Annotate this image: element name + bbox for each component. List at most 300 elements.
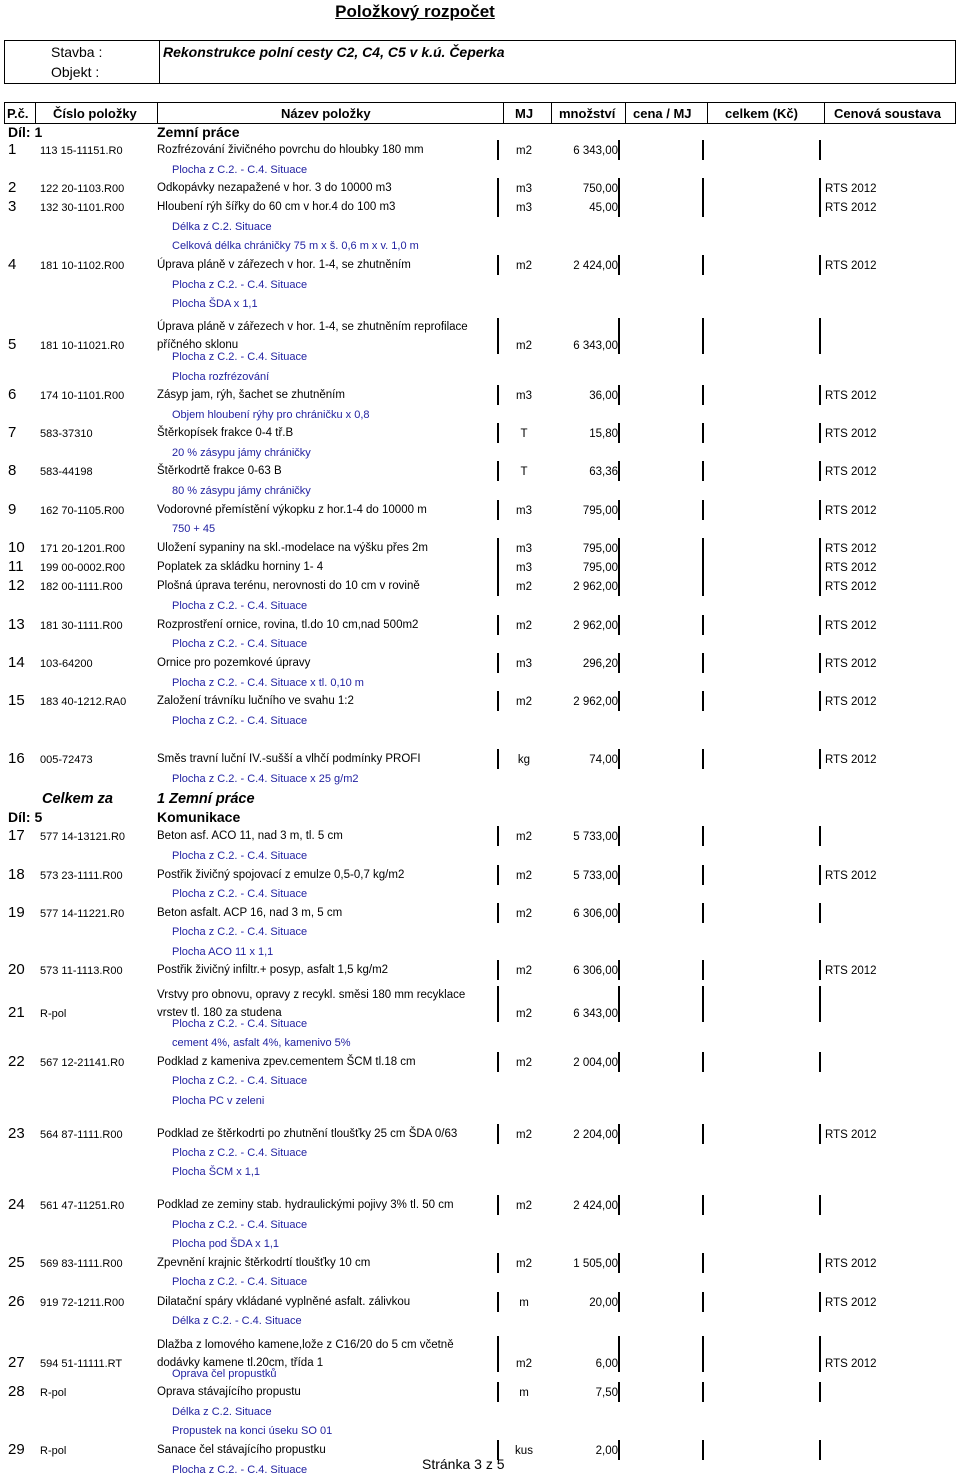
- item-note: Plocha ŠCM x 1,1: [172, 1166, 261, 1178]
- cell-divider: [618, 960, 620, 980]
- cell-divider: [618, 197, 620, 217]
- cell-divider: [497, 960, 499, 980]
- cell-divider: [618, 986, 620, 1022]
- item-name: Dilatační spáry vkládané vyplněné asfalt. zálivkou: [157, 1296, 411, 1308]
- item-quantity: 795,00: [582, 562, 618, 574]
- item-name: Podklad z kameniva zpev.cementem ŠCM tl.18 cm: [157, 1056, 416, 1068]
- cell-divider: [819, 1292, 821, 1312]
- cell-divider: [497, 576, 499, 596]
- cell-divider: [819, 691, 821, 711]
- item-note: Plocha z C.2. - C.4. Situace: [172, 279, 308, 291]
- item-code: 577 14-11221.R0: [40, 908, 125, 920]
- cell-divider: [497, 1292, 499, 1312]
- item-quantity: 795,00: [582, 543, 618, 555]
- item-number: 14: [8, 654, 25, 671]
- cell-divider: [618, 557, 620, 577]
- item-quantity: 63,36: [589, 466, 618, 478]
- item-code: 174 10-1101.R00: [40, 390, 125, 402]
- item-code: R-pol: [40, 1445, 67, 1457]
- division-name: Komunikace: [157, 809, 241, 825]
- cell-divider: [819, 1440, 821, 1460]
- item-price-source: RTS 2012: [825, 965, 877, 977]
- cell-divider: [702, 255, 704, 275]
- cell-divider: [618, 1052, 620, 1072]
- cell-divider: [618, 1440, 620, 1460]
- item-name: Štěrkodrtě frakce 0-63 B: [157, 465, 282, 477]
- cell-divider: [497, 1124, 499, 1144]
- item-price-source: RTS 2012: [825, 202, 877, 214]
- cell-divider: [702, 691, 704, 711]
- cell-divider: [819, 178, 821, 198]
- item-quantity: 2 962,00: [573, 696, 618, 708]
- item-number: 10: [8, 539, 25, 556]
- item-code: 567 12-21141.R0: [40, 1057, 125, 1069]
- item-name: Rozprostření ornice, rovina, tl.do 10 cm,nad 500m2: [157, 619, 419, 631]
- cell-divider: [702, 903, 704, 923]
- item-unit: m: [519, 1387, 529, 1399]
- item-note: Plocha rozfrézování: [172, 371, 270, 383]
- item-note: 80 % zásypu jámy chráničky: [172, 485, 311, 497]
- cell-divider: [819, 1382, 821, 1402]
- item-note: Celková délka chráničky 75 m x š. 0,6 m x v. 1,0 m: [172, 240, 419, 252]
- item-quantity: 6 343,00: [573, 1008, 618, 1020]
- cell-divider: [618, 318, 620, 354]
- cell-divider: [702, 986, 704, 1022]
- item-number: 24: [8, 1196, 25, 1213]
- item-price-source: RTS 2012: [825, 1358, 877, 1370]
- cell-divider: [819, 1124, 821, 1144]
- cell-divider: [702, 615, 704, 635]
- cell-divider: [497, 255, 499, 275]
- cell-divider: [819, 576, 821, 596]
- cell-divider: [497, 423, 499, 443]
- item-name: Poplatek za skládku horniny 1- 4: [157, 561, 324, 573]
- item-unit: m3: [516, 202, 532, 214]
- item-number: 17: [8, 827, 25, 844]
- celkem-value: 1 Zemní práce: [157, 791, 255, 807]
- item-price-source: RTS 2012: [825, 1258, 877, 1270]
- cell-divider: [618, 1253, 620, 1273]
- item-quantity: 795,00: [582, 505, 618, 517]
- header-divider: [159, 41, 160, 83]
- item-number: 27: [8, 1354, 25, 1371]
- item-number: 29: [8, 1441, 25, 1458]
- item-quantity: 2 204,00: [573, 1129, 618, 1141]
- item-quantity: 45,00: [589, 202, 618, 214]
- col-total: celkem (Kč): [725, 106, 798, 121]
- item-unit: T: [520, 428, 528, 440]
- item-name: Plošná úprava terénu, nerovnosti do 10 cm v rovině: [157, 580, 420, 592]
- item-price-source: RTS 2012: [825, 562, 877, 574]
- item-quantity: 5 733,00: [573, 870, 618, 882]
- item-note: Plocha ACO 11 x 1,1: [172, 946, 274, 958]
- col-name: Název položky: [281, 106, 371, 121]
- item-name: Založení trávníku lučního ve svahu 1:2: [157, 695, 354, 707]
- cell-divider: [497, 653, 499, 673]
- item-note: Plocha z C.2. - C.4. Situace: [172, 926, 308, 938]
- item-name: Uložení sypaniny na skl.-modelace na výšku přes 2m: [157, 542, 429, 554]
- item-note: Plocha z C.2. - C.4. Situace: [172, 1276, 308, 1288]
- item-code: 122 20-1103.R00: [40, 183, 125, 195]
- item-name: Ornice pro pozemkové úpravy: [157, 657, 311, 669]
- item-unit: m2: [516, 696, 532, 708]
- item-note: Plocha PC v zeleni: [172, 1095, 265, 1107]
- item-price-source: RTS 2012: [825, 696, 877, 708]
- item-note: Plocha z C.2. - C.4. Situace: [172, 351, 308, 363]
- objekt-label: Objekt :: [51, 64, 100, 80]
- cell-divider: [702, 178, 704, 198]
- cell-divider: [819, 538, 821, 558]
- cell-divider: [819, 197, 821, 217]
- cell-divider: [618, 1336, 620, 1372]
- item-note: Plocha z C.2. - C.4. Situace: [172, 1075, 308, 1087]
- item-number: 8: [8, 462, 17, 479]
- item-name: Odkopávky nezapažené v hor. 3 do 10000 m3: [157, 182, 392, 194]
- cell-divider: [618, 1382, 620, 1402]
- item-note: Plocha z C.2. - C.4. Situace: [172, 888, 308, 900]
- item-code: 113 15-11151.R0: [40, 145, 123, 157]
- item-note: Délka z C.2. - C.4. Situace: [172, 1315, 302, 1327]
- item-unit: m2: [516, 908, 532, 920]
- item-name: Postřik živičný spojovací z emulze 0,5-0,7 kg/m2: [157, 869, 405, 881]
- item-unit: m3: [516, 658, 532, 670]
- cell-divider: [497, 461, 499, 481]
- cell-divider: [819, 385, 821, 405]
- item-name-line2: příčného sklonu: [157, 339, 239, 351]
- cell-divider: [819, 960, 821, 980]
- item-number: 15: [8, 692, 25, 709]
- item-number: 25: [8, 1254, 25, 1271]
- item-name: Zpevnění krajnic štěrkodrtí tloušťky 10 cm: [157, 1257, 371, 1269]
- item-note: Plocha pod ŠDA x 1,1: [172, 1238, 280, 1250]
- item-code: R-pol: [40, 1008, 67, 1020]
- col-mj: MJ: [515, 106, 534, 121]
- item-price-source: RTS 2012: [825, 183, 877, 195]
- item-code: 162 70-1105.R00: [40, 505, 125, 517]
- cell-divider: [497, 1195, 499, 1215]
- item-unit: m2: [516, 581, 532, 593]
- cell-divider: [618, 1124, 620, 1144]
- item-code: 103-64200: [40, 658, 93, 670]
- cell-divider: [819, 749, 821, 769]
- cell-divider: [702, 500, 704, 520]
- item-note: 750 + 45: [172, 523, 216, 535]
- cell-divider: [497, 749, 499, 769]
- item-number: 23: [8, 1125, 25, 1142]
- item-note: Oprava čel propustků: [172, 1368, 277, 1380]
- col-qty: množství: [559, 106, 616, 121]
- item-quantity: 2 962,00: [573, 581, 618, 593]
- item-number: 28: [8, 1383, 25, 1400]
- item-number: 26: [8, 1293, 25, 1310]
- item-quantity: 6 306,00: [573, 908, 618, 920]
- item-name: Zásyp jam, rýh, šachet se zhutněním: [157, 389, 345, 401]
- cell-divider: [702, 385, 704, 405]
- item-unit: m2: [516, 965, 532, 977]
- item-unit: m3: [516, 505, 532, 517]
- item-price-source: RTS 2012: [825, 390, 877, 402]
- col-price: cena / MJ: [633, 106, 692, 121]
- item-code: 182 00-1111.R00: [40, 581, 123, 593]
- stavba-value: Rekonstrukce polní cesty C2, C4, C5 v k.ú. Čeperka: [163, 44, 505, 60]
- cell-divider: [819, 255, 821, 275]
- item-price-source: RTS 2012: [825, 620, 877, 632]
- item-unit: m2: [516, 831, 532, 843]
- item-unit: m3: [516, 390, 532, 402]
- item-number: 3: [8, 198, 17, 215]
- item-code: 183 40-1212.RA0: [40, 696, 127, 708]
- item-name: Úprava pláně v zářezech v hor. 1-4, se zhutněním: [157, 259, 411, 271]
- item-code: 561 47-11251.R0: [40, 1200, 125, 1212]
- item-number: 2: [8, 179, 17, 196]
- cell-divider: [819, 826, 821, 846]
- item-name: Podklad ze zeminy stab. hydraulickými pojivy 3% tl. 50 cm: [157, 1199, 454, 1211]
- item-quantity: 15,80: [589, 428, 618, 440]
- item-price-source: RTS 2012: [825, 428, 877, 440]
- cell-divider: [702, 461, 704, 481]
- cell-divider: [497, 197, 499, 217]
- cell-divider: [702, 865, 704, 885]
- division-name: Zemní práce: [157, 124, 240, 140]
- cell-divider: [497, 318, 499, 354]
- item-name: Oprava stávajícího propustu: [157, 1386, 301, 1398]
- division-label: Díl: 5: [8, 809, 43, 825]
- item-name: Postřik živičný infiltr.+ posyp, asfalt 1,5 kg/m2: [157, 964, 389, 976]
- cell-divider: [618, 500, 620, 520]
- item-number: 22: [8, 1053, 25, 1070]
- cell-divider: [702, 1440, 704, 1460]
- item-unit: m: [519, 1297, 529, 1309]
- item-price-source: RTS 2012: [825, 754, 877, 766]
- item-number: 11: [8, 558, 24, 575]
- item-code: 577 14-13121.R0: [40, 831, 126, 843]
- item-note: Plocha z C.2. - C.4. Situace: [172, 850, 308, 862]
- cell-divider: [702, 1253, 704, 1273]
- item-name: Sanace čel stávajícího propustku: [157, 1444, 326, 1456]
- cell-divider: [819, 423, 821, 443]
- item-name: Štěrkopísek frakce 0-4 tř.B: [157, 427, 294, 439]
- item-number: 7: [8, 424, 17, 441]
- item-quantity: 20,00: [589, 1297, 618, 1309]
- item-number: 1: [8, 141, 17, 158]
- cell-divider: [497, 557, 499, 577]
- item-note: Plocha z C.2. - C.4. Situace: [172, 1018, 308, 1030]
- cell-divider: [497, 826, 499, 846]
- cell-divider: [819, 1253, 821, 1273]
- cell-divider: [618, 691, 620, 711]
- cell-divider: [497, 986, 499, 1022]
- cell-divider: [618, 140, 620, 160]
- item-name: Směs travní luční IV.-sušší a vlhčí podmínky PROFI: [157, 753, 421, 765]
- item-price-source: RTS 2012: [825, 658, 877, 670]
- item-quantity: 2,00: [595, 1445, 618, 1457]
- item-price-source: RTS 2012: [825, 581, 877, 593]
- item-price-source: RTS 2012: [825, 1129, 877, 1141]
- cell-divider: [497, 178, 499, 198]
- cell-divider: [702, 1382, 704, 1402]
- item-unit: m2: [516, 620, 532, 632]
- item-code: 199 00-0002.R00: [40, 562, 126, 574]
- item-quantity: 2 424,00: [573, 1200, 618, 1212]
- item-name: Rozfrézování živičného povrchu do hloubky 180 mm: [157, 144, 424, 156]
- cell-divider: [497, 500, 499, 520]
- cell-divider: [702, 1336, 704, 1372]
- cell-divider: [497, 1253, 499, 1273]
- item-unit: m2: [516, 1200, 532, 1212]
- cell-divider: [702, 538, 704, 558]
- cell-divider: [702, 318, 704, 354]
- cell-divider: [618, 461, 620, 481]
- cell-divider: [618, 1195, 620, 1215]
- item-unit: m2: [516, 870, 532, 882]
- item-unit: kg: [517, 754, 531, 766]
- cell-divider: [819, 1195, 821, 1215]
- cell-divider: [702, 749, 704, 769]
- item-unit: m2: [516, 340, 532, 352]
- item-name: Vrstvy pro obnovu, opravy z recykl. směsi 180 mm recyklace: [157, 989, 466, 1001]
- cell-divider: [497, 140, 499, 160]
- item-code: 181 30-1111.R00: [40, 620, 123, 632]
- item-quantity: 36,00: [589, 390, 618, 402]
- item-code: 005-72473: [40, 754, 93, 766]
- item-note: Délka z C.2. Situace: [172, 1406, 272, 1418]
- cell-divider: [618, 538, 620, 558]
- item-name: Vodorovné přemístění výkopku z hor.1-4 do 10000 m: [157, 504, 427, 516]
- cell-divider: [702, 960, 704, 980]
- stavba-label: Stavba :: [51, 44, 103, 60]
- item-unit: m3: [516, 183, 532, 195]
- item-unit: m3: [516, 562, 532, 574]
- page-number: Stránka 3 z 5: [422, 1456, 505, 1472]
- item-code: 583-44198: [40, 466, 93, 478]
- cell-divider: [819, 865, 821, 885]
- item-unit: m3: [516, 543, 532, 555]
- item-code: 171 20-1201.R00: [40, 543, 126, 555]
- cell-divider: [819, 557, 821, 577]
- cell-divider: [702, 826, 704, 846]
- cell-divider: [618, 653, 620, 673]
- item-note: Plocha z C.2. - C.4. Situace x tl. 0,10 m: [172, 677, 364, 689]
- cell-divider: [618, 749, 620, 769]
- cell-divider: [819, 615, 821, 635]
- item-unit: m2: [516, 1358, 532, 1370]
- cell-divider: [819, 461, 821, 481]
- item-price-source: RTS 2012: [825, 505, 877, 517]
- cell-divider: [819, 1052, 821, 1072]
- cell-divider: [819, 140, 821, 160]
- cell-divider: [702, 1292, 704, 1312]
- item-quantity: 74,00: [589, 754, 618, 766]
- item-quantity: 7,50: [595, 1387, 618, 1399]
- item-unit: m2: [516, 1129, 532, 1141]
- celkem-label: Celkem za: [42, 791, 113, 807]
- page-title: Položkový rozpočet: [335, 2, 495, 21]
- cell-divider: [819, 318, 821, 354]
- item-quantity: 2 424,00: [573, 260, 618, 272]
- item-note: 20 % zásypu jámy chráničky: [172, 447, 311, 459]
- item-number: 5: [8, 336, 17, 353]
- item-price-source: RTS 2012: [825, 260, 877, 272]
- item-quantity: 1 505,00: [573, 1258, 618, 1270]
- cell-divider: [702, 197, 704, 217]
- division-label: Díl: 1: [8, 124, 43, 140]
- cell-divider: [618, 1292, 620, 1312]
- item-note: Plocha z C.2. - C.4. Situace: [172, 1464, 308, 1476]
- column-header: [4, 102, 956, 124]
- item-unit: m2: [516, 1057, 532, 1069]
- item-unit: m2: [516, 145, 532, 157]
- item-code: 181 10-11021.R0: [40, 340, 125, 352]
- item-note: Objem hloubení rýhy pro chráničku x 0,8: [172, 409, 370, 421]
- cell-divider: [497, 615, 499, 635]
- cell-divider: [819, 1336, 821, 1372]
- item-unit: T: [520, 466, 528, 478]
- item-quantity: 6 343,00: [573, 145, 618, 157]
- item-name: Podklad ze štěrkodrti po zhutnění tloušťky 25 cm ŠDA 0/63: [157, 1128, 458, 1140]
- item-price-source: RTS 2012: [825, 870, 877, 882]
- item-quantity: 5 733,00: [573, 831, 618, 843]
- cell-divider: [618, 385, 620, 405]
- cell-divider: [618, 576, 620, 596]
- cell-divider: [497, 538, 499, 558]
- item-unit: m2: [516, 1008, 532, 1020]
- item-note: Plocha z C.2. - C.4. Situace: [172, 638, 308, 650]
- item-price-source: RTS 2012: [825, 1297, 877, 1309]
- item-code: 583-37310: [40, 428, 93, 440]
- item-name: Dlažba z lomového kamene,lože z C16/20 do 5 cm včetně: [157, 1339, 454, 1351]
- item-name: Hloubení rýh šířky do 60 cm v hor.4 do 100 m3: [157, 201, 396, 213]
- item-number: 6: [8, 386, 17, 403]
- item-note: Plocha z C.2. - C.4. Situace: [172, 164, 308, 176]
- item-quantity: 750,00: [582, 183, 618, 195]
- cell-divider: [819, 986, 821, 1022]
- item-code: 181 10-1102.R00: [40, 260, 125, 272]
- item-note: Plocha z C.2. - C.4. Situace: [172, 1219, 308, 1231]
- cell-divider: [618, 615, 620, 635]
- item-number: 20: [8, 961, 25, 978]
- cell-divider: [618, 423, 620, 443]
- item-quantity: 2 962,00: [573, 620, 618, 632]
- item-price-source: RTS 2012: [825, 466, 877, 478]
- item-name-line2: dodávky kamene tl.20cm, třída 1: [157, 1357, 324, 1369]
- item-code: R-pol: [40, 1387, 67, 1399]
- cell-divider: [702, 557, 704, 577]
- cell-divider: [618, 903, 620, 923]
- item-number: 19: [8, 904, 25, 921]
- item-name: Beton asf. ACO 11, nad 3 m, tl. 5 cm: [157, 830, 343, 842]
- item-note: Plocha z C.2. - C.4. Situace: [172, 600, 308, 612]
- item-code: 573 23-1111.R00: [40, 870, 123, 882]
- item-number: 16: [8, 750, 25, 767]
- item-price-source: RTS 2012: [825, 543, 877, 555]
- cell-divider: [702, 576, 704, 596]
- cell-divider: [618, 826, 620, 846]
- col-pc: P.č.: [7, 106, 29, 121]
- item-note: Plocha ŠDA x 1,1: [172, 298, 258, 310]
- item-code: 132 30-1101.R00: [40, 202, 125, 214]
- cell-divider: [819, 500, 821, 520]
- col-code: Číslo položky: [53, 106, 137, 121]
- cell-divider: [618, 178, 620, 198]
- cell-divider: [497, 691, 499, 711]
- item-quantity: 296,20: [582, 658, 618, 670]
- item-code: 919 72-1211.R00: [40, 1297, 125, 1309]
- project-header: [4, 40, 956, 84]
- cell-divider: [702, 1195, 704, 1215]
- cell-divider: [702, 1124, 704, 1144]
- item-number: 4: [8, 256, 17, 273]
- item-number: 12: [8, 577, 25, 594]
